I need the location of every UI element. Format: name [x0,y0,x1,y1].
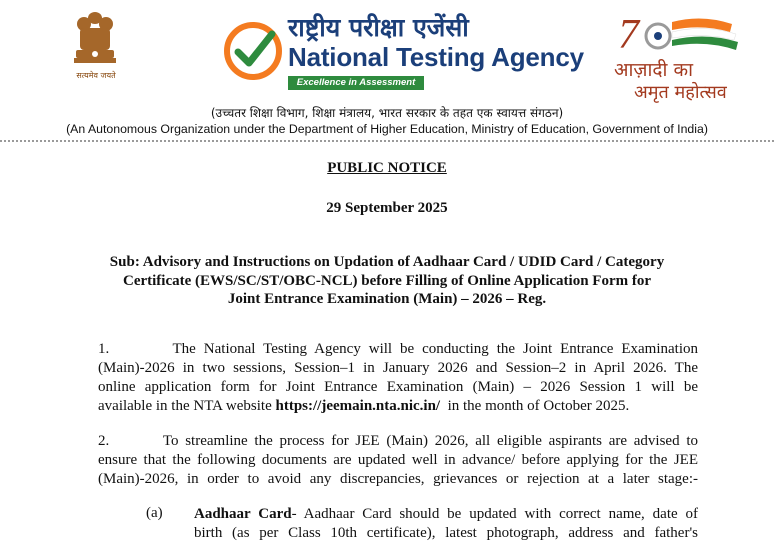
header-divider [0,140,774,142]
jee-main-website-link[interactable]: https://jeemain.nta.nic.in/ [275,398,441,414]
paragraph-line: 2. To streamline the process for JEE (Main) 2026, all eligible aspirants are advised to [98,433,698,449]
emblem-motto: सत्यमेव जयते [76,71,116,80]
paragraph-line: ensure that the following documents are updated well in advance/ before applying for the JEE [98,452,698,468]
agency-name-english: National Testing Agency [288,42,584,72]
list-item-line [194,505,698,524]
list-item-heading: Aadhaar Card [194,506,292,522]
nta-logo-icon [222,20,284,82]
paragraph-line: (Main)-2026 in two sessions, Session–1 in January 2026 and Session–2 in April 2026. The [98,360,698,376]
organization-description-english: (An Autonomous Organization under the Department of Higher Education, Ministry of Education, Government of India) [66,122,708,136]
paragraph-line: 1. The National Testing Agency will be conducting the Joint Entrance Examination [98,341,698,357]
paragraph-1 [98,340,698,416]
paragraph-text: in the month of October 2025. [440,398,630,414]
subject-line: Joint Entrance Examination (Main) – 2026 – Reg. [227,291,547,307]
paragraph-line: online application form for Joint Entrance Examination (Main) – 2026 Session 1 will be [98,379,698,395]
organization-description-hindi: (उच्चतर शिक्षा विभाग, शिक्षा मंत्रालय, भारत सरकार के तहत एक स्वायत्त संगठन) [210,106,564,120]
subject-line: Certificate (EWS/SC/ST/OBC-NCL) before Filling of Online Application Form for [122,272,652,289]
list-item-line: birth (as per Class 10th certificate), latest photograph, address and father's [194,525,698,541]
notice-date: 29 September 2025 [326,200,448,216]
svg-text:7: 7 [618,12,639,58]
letterhead [0,0,774,150]
azadi-text-line2: अमृत महोत्सव [634,82,727,103]
list-item-marker: (a) [146,505,163,521]
agency-tagline: Excellence in Assessment [288,76,424,90]
notice-subject [60,253,714,309]
azadi-text-line1: आज़ादी का [614,59,693,81]
list-item-text: - Aadhaar Card should be updated with correct name, date of [291,506,698,522]
paragraph-line: (Main)-2026, in order to avoid any discrepancies, grievances or rejection at a later stage:- [98,471,698,487]
paragraph-text: available in the NTA website [98,398,276,414]
list-item-aadhaar [194,505,698,543]
agency-name-hindi: राष्ट्रीय परीक्षा एजेंसी [288,13,469,42]
notice-title: PUBLIC NOTICE [327,160,447,176]
subject-line: Sub: Advisory and Instructions on Updation of Aadhaar Card / UDID Card / Category [109,254,665,270]
paragraph-line [98,397,698,416]
paragraph-2 [98,432,698,489]
